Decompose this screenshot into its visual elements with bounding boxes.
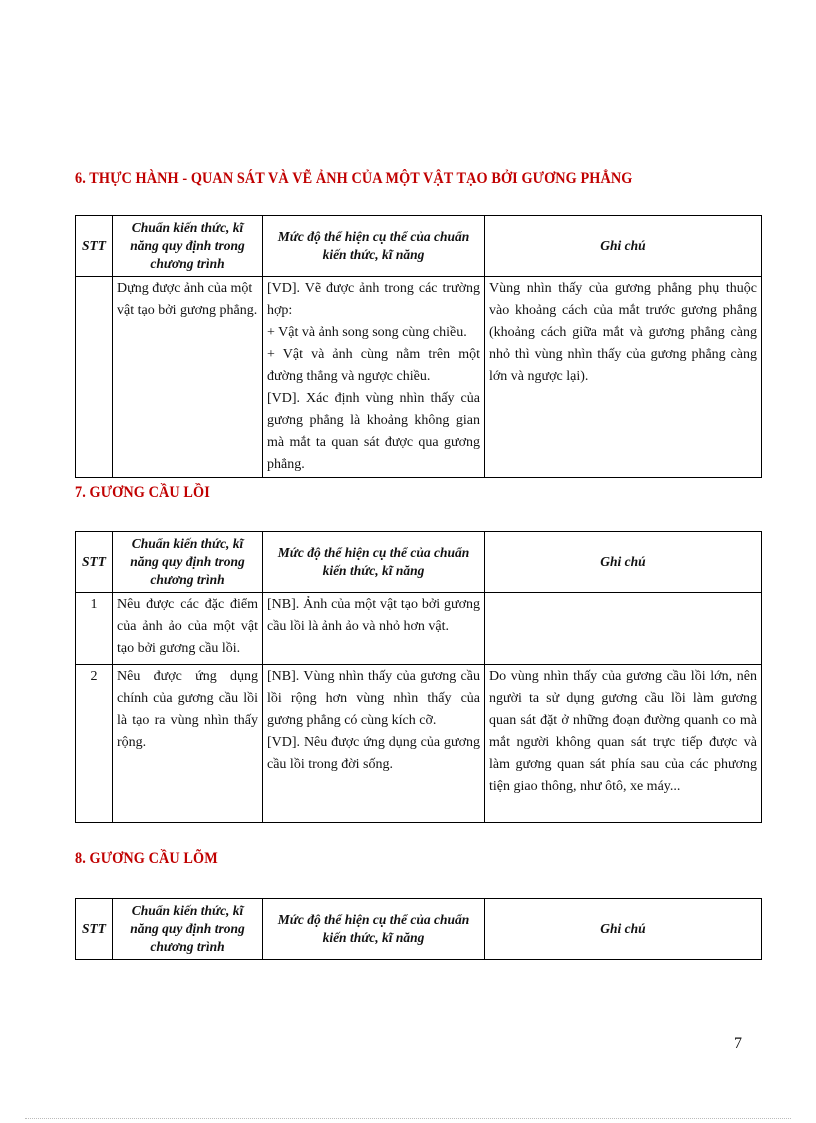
- row-stt: 2: [76, 665, 113, 823]
- table-header-row: [76, 216, 762, 277]
- header-level: Mức độ thể hiện cụ thể của chuẩn kiến thức, kĩ năng: [263, 216, 485, 277]
- table-header-row: [76, 899, 762, 960]
- row-standard: Dựng được ảnh của một vật tạo bởi gương phẳng.: [113, 277, 263, 478]
- row-stt: [76, 277, 113, 478]
- table-row: [76, 593, 762, 665]
- row-standard: Nêu được ứng dụng chính của gương cầu lồi là tạo ra vùng nhìn thấy rộng.: [113, 665, 263, 823]
- header-stt: STT: [76, 899, 113, 960]
- section-8-title: 8. GƯƠNG CẦU LÕM: [75, 850, 218, 867]
- page-number: 7: [734, 1035, 742, 1052]
- section-7-table: [75, 531, 762, 823]
- level-line: [NB]. Vùng nhìn thấy của gương cầu lồi rộng hơn vùng nhìn thấy của gương phẳng có cùng kích cỡ.: [267, 669, 480, 728]
- section-7-title: 7. GƯƠNG CẦU LỒI: [75, 484, 210, 501]
- header-standard: Chuẩn kiến thức, kĩ năng quy định trong chương trình: [113, 532, 263, 593]
- row-level: [263, 277, 485, 478]
- footer-divider: [25, 1118, 791, 1119]
- level-line: [NB]. Ảnh của một vật tạo bởi gương cầu lồi là ảnh ảo và nhỏ hơn vật.: [267, 597, 480, 634]
- header-stt: STT: [76, 532, 113, 593]
- header-standard: Chuẩn kiến thức, kĩ năng quy định trong chương trình: [113, 216, 263, 277]
- level-line: [VD]. Xác định vùng nhìn thấy của gương phẳng là khoảng không gian mà mắt ta quan sát được qua gương phẳng.: [267, 391, 480, 472]
- section-6-title: 6. THỰC HÀNH - QUAN SÁT VÀ VẼ ẢNH CỦA MỘT VẬT TẠO BỞI GƯƠNG PHẲNG: [75, 170, 633, 187]
- row-level: [263, 665, 485, 823]
- header-note: Ghi chú: [485, 216, 762, 277]
- header-standard: Chuẩn kiến thức, kĩ năng quy định trong chương trình: [113, 899, 263, 960]
- row-note: [485, 593, 762, 665]
- level-line: [VD]. Nêu được ứng dụng của gương cầu lồi trong đời sống.: [267, 735, 480, 772]
- table-row: [76, 277, 762, 478]
- header-stt: STT: [76, 216, 113, 277]
- row-note: Vùng nhìn thấy của gương phẳng phụ thuộc vào khoảng cách của mắt trước gương phẳng (khoảng cách giữa mắt và gương phẳng càng nhỏ thì vùng nhìn thấy của gương phẳng càng lớn và ngược lại).: [485, 277, 762, 478]
- level-line: + Vật và ảnh song song cùng chiều.: [267, 325, 467, 340]
- row-note: Do vùng nhìn thấy của gương cầu lồi lớn, nên người ta sử dụng gương cầu lồi làm gương quan sát đặt ở những đoạn đường quanh co mà mắt người không quan sát trực tiếp được và làm gương quan sát phía sau của các phương tiện giao thông, như ôtô, xe máy...: [485, 665, 762, 823]
- row-standard: Nêu được các đặc điểm của ảnh ảo của một vật tạo bởi gương cầu lồi.: [113, 593, 263, 665]
- section-8-table: [75, 898, 762, 960]
- row-stt: 1: [76, 593, 113, 665]
- table-row: [76, 665, 762, 823]
- level-line: [VD]. Vẽ được ảnh trong các trường hợp:: [267, 281, 480, 318]
- section-6-table: [75, 215, 762, 478]
- level-line: + Vật và ảnh cùng nằm trên một đường thẳng và ngược chiều.: [267, 347, 480, 384]
- table-header-row: [76, 532, 762, 593]
- row-level: [263, 593, 485, 665]
- header-note: Ghi chú: [485, 532, 762, 593]
- header-note: Ghi chú: [485, 899, 762, 960]
- header-level: Mức độ thể hiện cụ thể của chuẩn kiến thức, kĩ năng: [263, 899, 485, 960]
- header-level: Mức độ thể hiện cụ thể của chuẩn kiến thức, kĩ năng: [263, 532, 485, 593]
